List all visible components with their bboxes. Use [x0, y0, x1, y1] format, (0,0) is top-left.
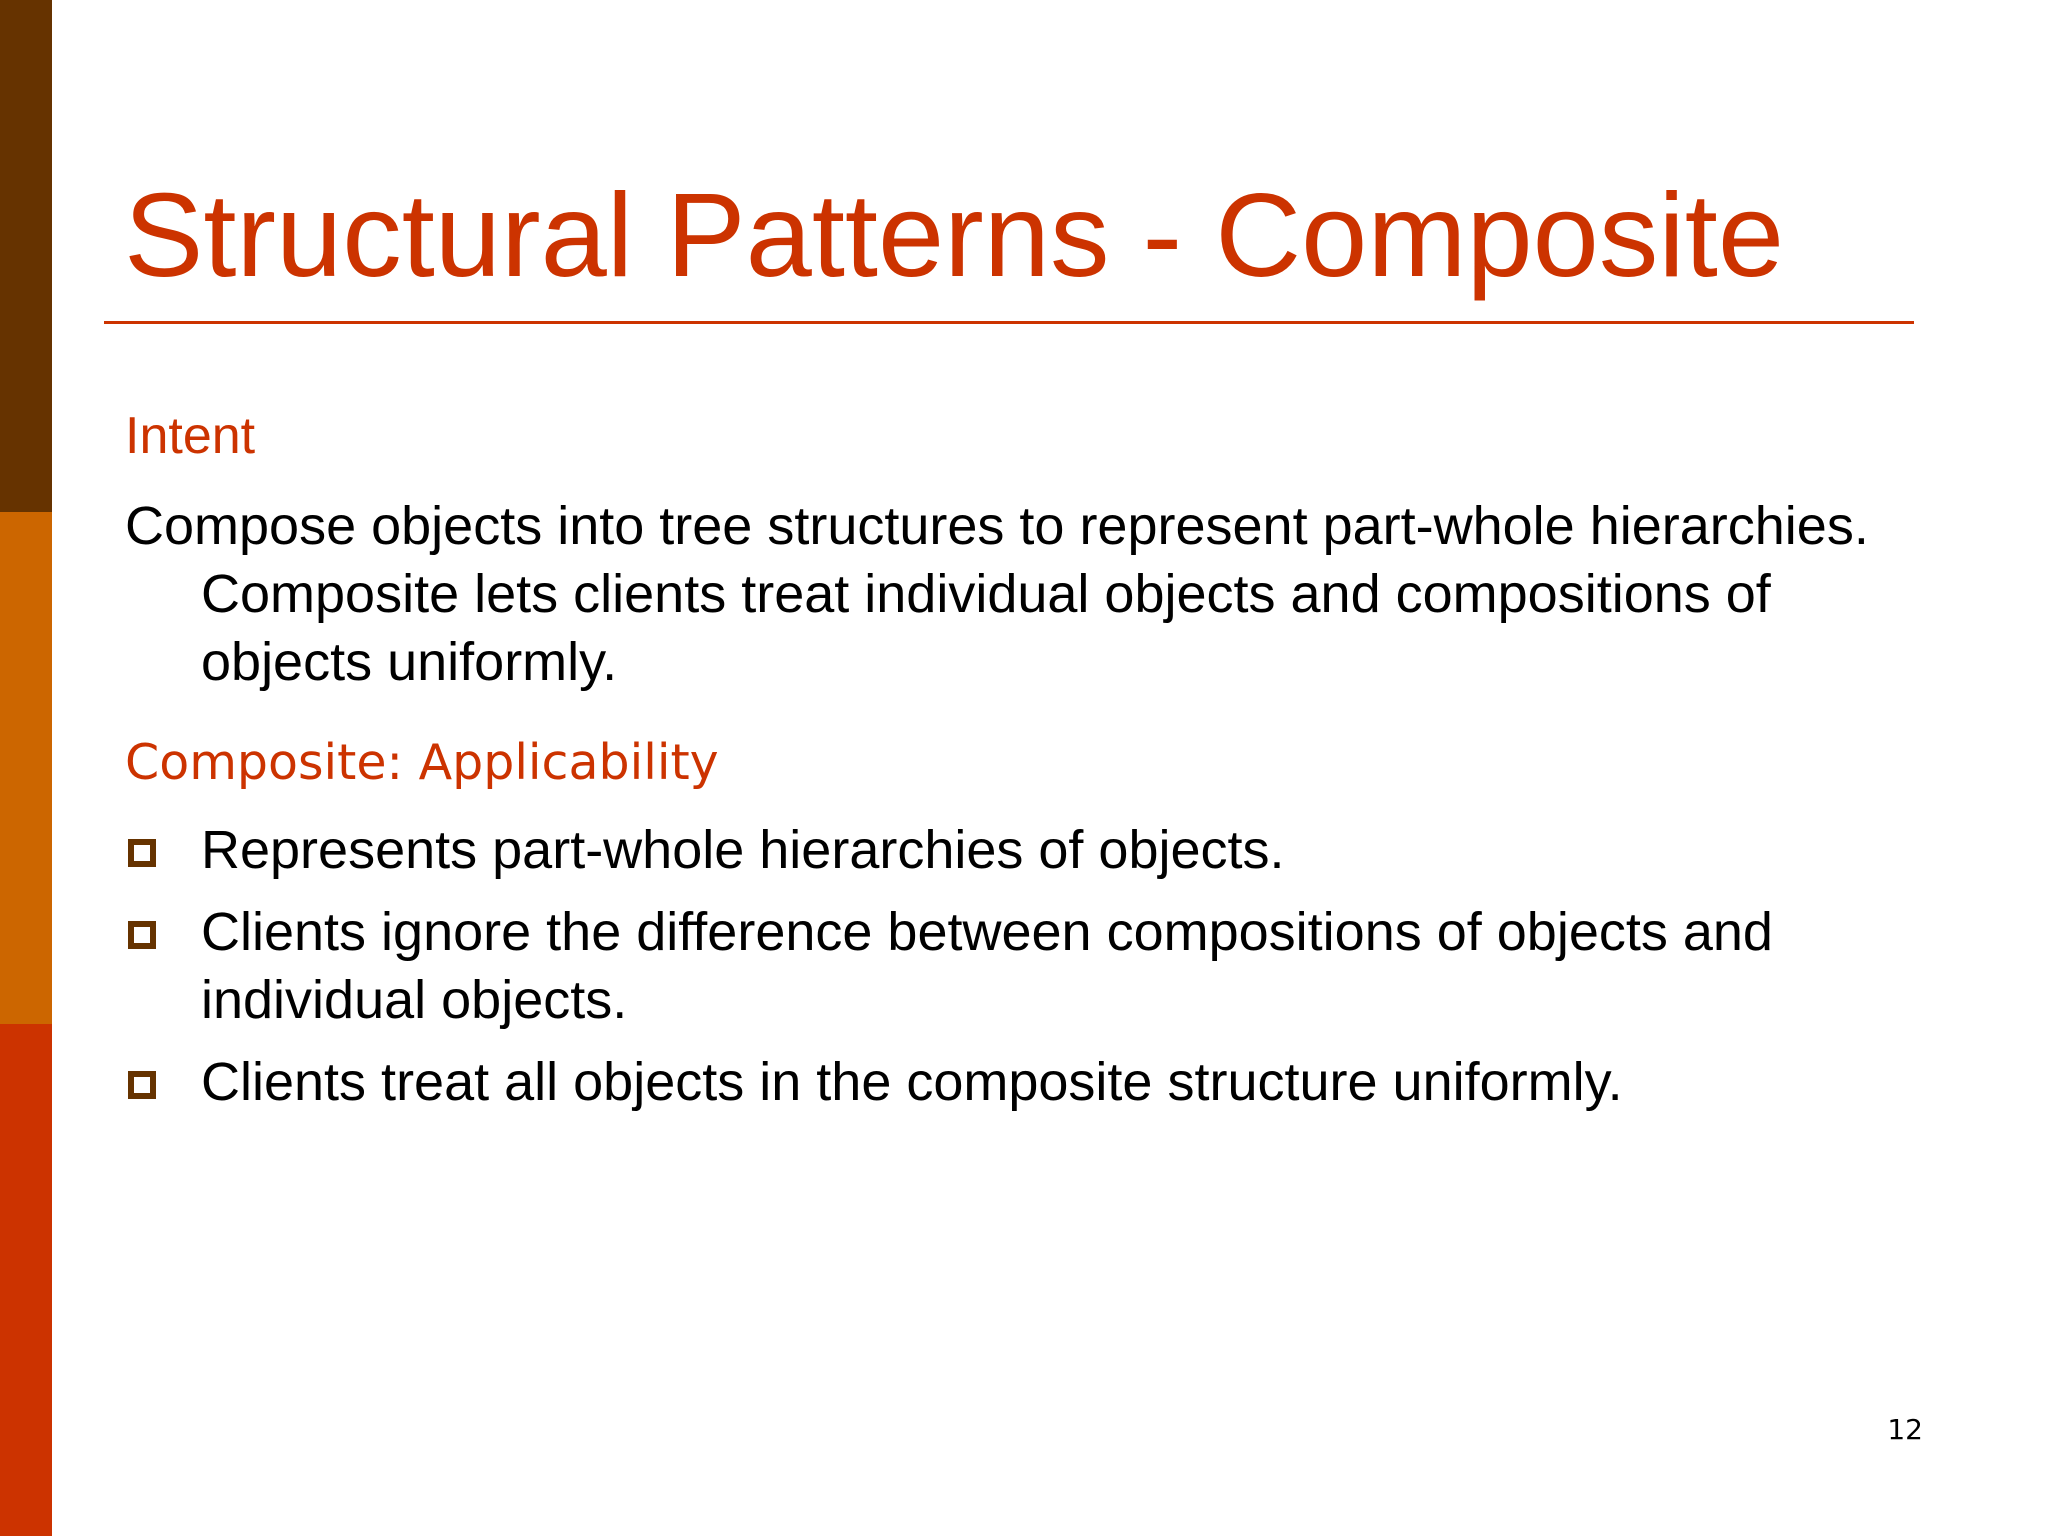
decorative-side-bar	[0, 0, 52, 1536]
bullet-item	[125, 898, 1885, 1034]
intent-heading: Intent	[125, 407, 256, 465]
page-number: 12	[1887, 1413, 1923, 1446]
slide-title: Structural Patterns - Composite	[124, 169, 1785, 302]
applicability-heading: Composite: Applicability	[125, 734, 719, 791]
hollow-square-bullet-icon	[128, 921, 156, 949]
intent-body-text: Compose objects into tree structures to represent part-whole hierarchies. Composite lets clients treat individual objects and compositions of objects uniformly.	[125, 496, 1869, 692]
bullet-text: Clients treat all objects in the composite structure uniformly.	[201, 1052, 1623, 1112]
side-bar-segment-red	[0, 1024, 52, 1536]
hollow-square-bullet-icon	[128, 839, 156, 867]
title-underline-rule	[104, 321, 1914, 324]
bullet-text: Represents part-whole hierarchies of objects.	[201, 820, 1285, 880]
bullet-item	[125, 816, 1885, 884]
bullet-text: Clients ignore the difference between compositions of objects and individual objects.	[201, 902, 1773, 1030]
bullet-item	[125, 1048, 1885, 1116]
side-bar-segment-orange	[0, 512, 52, 1024]
side-bar-segment-brown	[0, 0, 52, 512]
applicability-bullet-list	[125, 816, 1885, 1130]
hollow-square-bullet-icon	[128, 1071, 156, 1099]
